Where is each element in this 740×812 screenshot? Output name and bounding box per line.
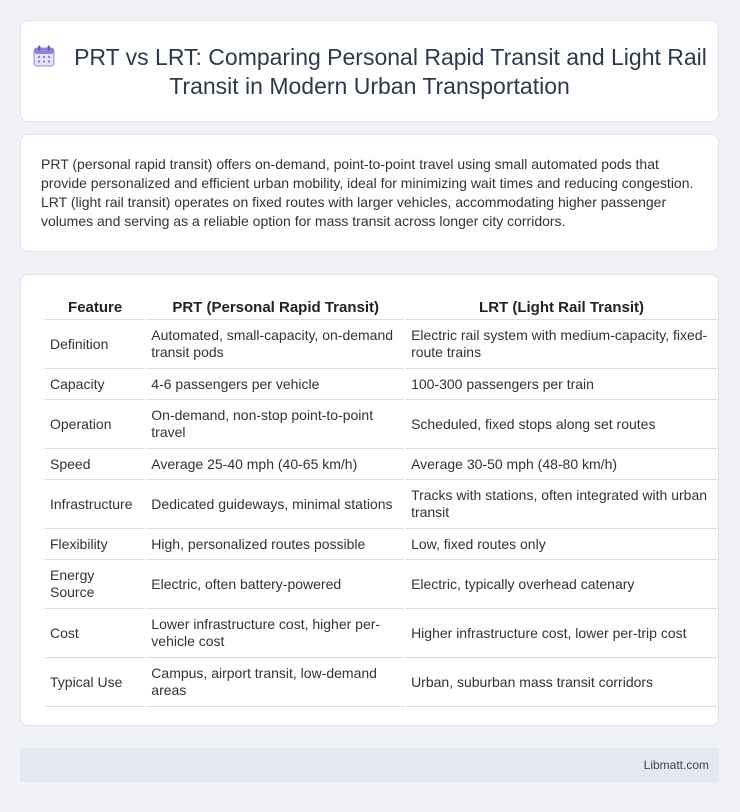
lrt-cell: Urban, suburban mass transit corridors bbox=[406, 658, 717, 707]
feature-cell: Definition bbox=[45, 320, 145, 369]
comparison-table bbox=[43, 295, 719, 707]
table-row bbox=[45, 529, 717, 560]
table-row bbox=[45, 320, 717, 369]
table-header-row bbox=[45, 295, 717, 320]
calendar-icon bbox=[32, 44, 56, 68]
lrt-cell: Low, fixed routes only bbox=[406, 529, 717, 560]
table-row bbox=[45, 480, 717, 529]
prt-cell: On-demand, non-stop point-to-point travel bbox=[147, 400, 404, 449]
table-row bbox=[45, 560, 717, 609]
lrt-cell: Scheduled, fixed stops along set routes bbox=[406, 400, 717, 449]
feature-cell: Typical Use bbox=[45, 658, 145, 707]
feature-cell: Capacity bbox=[45, 369, 145, 400]
feature-cell: Infrastructure bbox=[45, 480, 145, 529]
prt-cell: Lower infrastructure cost, higher per-vehicle cost bbox=[147, 609, 404, 658]
table-row bbox=[45, 400, 717, 449]
feature-cell: Flexibility bbox=[45, 529, 145, 560]
table-row bbox=[45, 369, 717, 400]
lrt-cell: 100-300 passengers per train bbox=[406, 369, 717, 400]
footer bbox=[20, 748, 719, 782]
prt-cell: Electric, often battery-powered bbox=[147, 560, 404, 609]
lrt-cell: Higher infrastructure cost, lower per-trip cost bbox=[406, 609, 717, 658]
page-title-text: PRT vs LRT: Comparing Personal Rapid Transit and Light Rail Transit in Modern Urban Transportation bbox=[74, 44, 707, 99]
footer-brand: Libmatt.com bbox=[643, 758, 709, 772]
table-row bbox=[45, 609, 717, 658]
feature-cell: Operation bbox=[45, 400, 145, 449]
lrt-cell: Electric, typically overhead catenary bbox=[406, 560, 717, 609]
feature-cell: Speed bbox=[45, 449, 145, 480]
lrt-cell: Tracks with stations, often integrated with urban transit bbox=[406, 480, 717, 529]
prt-cell: 4-6 passengers per vehicle bbox=[147, 369, 404, 400]
page-title bbox=[21, 43, 718, 101]
prt-cell: Dedicated guideways, minimal stations bbox=[147, 480, 404, 529]
title-card bbox=[20, 20, 719, 122]
lrt-cell: Electric rail system with medium-capacity, fixed-route trains bbox=[406, 320, 717, 369]
prt-cell: Average 25-40 mph (40-65 km/h) bbox=[147, 449, 404, 480]
lrt-cell: Average 30-50 mph (48-80 km/h) bbox=[406, 449, 717, 480]
prt-cell: Automated, small-capacity, on-demand transit pods bbox=[147, 320, 404, 369]
prt-cell: High, personalized routes possible bbox=[147, 529, 404, 560]
feature-cell: Cost bbox=[45, 609, 145, 658]
table-row bbox=[45, 449, 717, 480]
table-row bbox=[45, 658, 717, 707]
intro-paragraph: PRT (personal rapid transit) offers on-demand, point-to-point travel using small automated pods that provide personalized and efficient urban mobility, ideal for minimizing wait times and reducing congestion. LRT (light rail transit) operates on fixed routes with larger vehicles, accommodating higher passenger volumes and serving as a reliable option for mass transit across longer city corridors. bbox=[41, 156, 694, 229]
intro-card bbox=[20, 134, 719, 252]
header-lrt: LRT (Light Rail Transit) bbox=[406, 295, 717, 320]
prt-cell: Campus, airport transit, low-demand areas bbox=[147, 658, 404, 707]
feature-cell: Energy Source bbox=[45, 560, 145, 609]
header-prt: PRT (Personal Rapid Transit) bbox=[147, 295, 404, 320]
comparison-card bbox=[20, 274, 719, 726]
header-feature: Feature bbox=[45, 295, 145, 320]
